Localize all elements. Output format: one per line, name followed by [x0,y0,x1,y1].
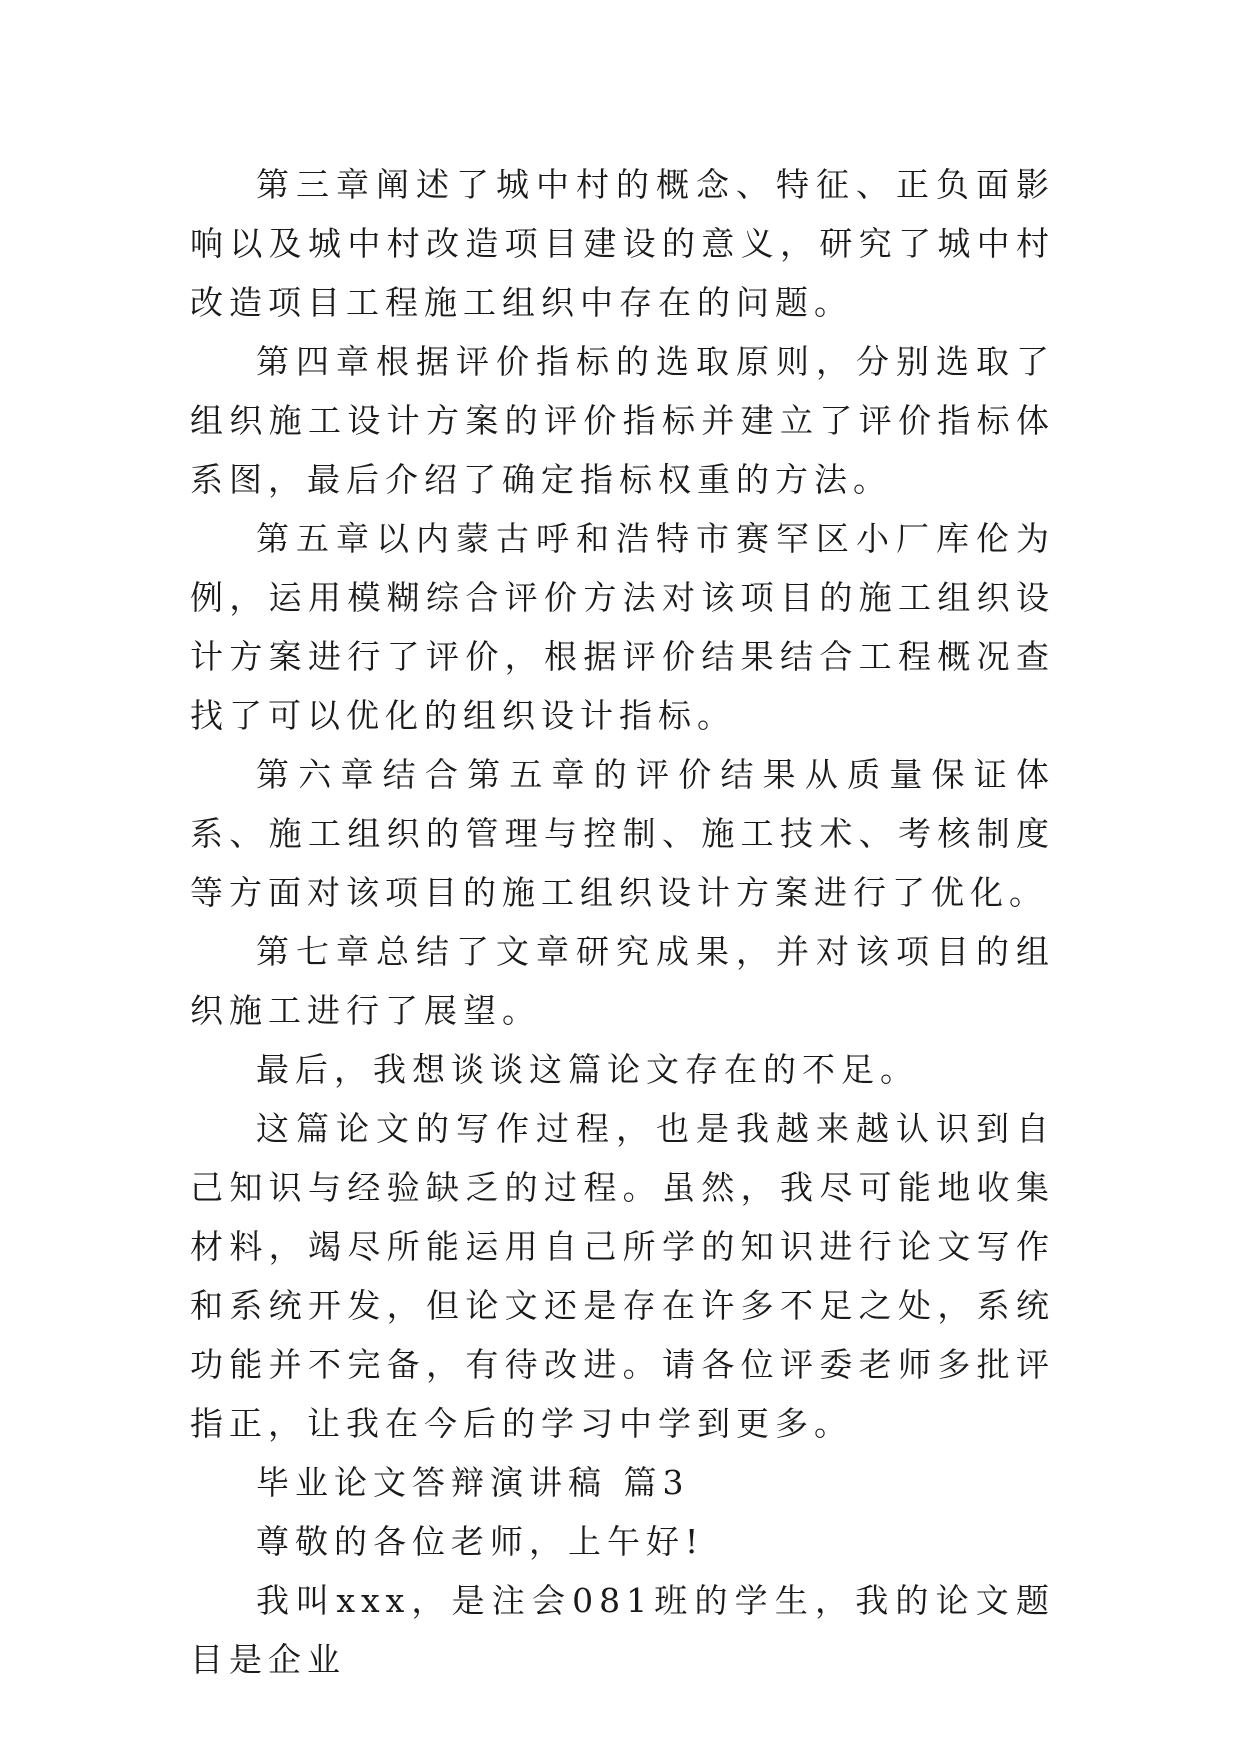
paragraph-chapter-7: 第七章总结了文章研究成果，并对该项目的组织施工进行了展望。 [190,932,1055,1030]
paragraph-greeting: 尊敬的各位老师，上午好! [256,1522,705,1561]
section-heading: 毕业论文答辩演讲稿 篇3 [256,1463,690,1502]
paragraph-chapter-3: 第三章阐述了城中村的概念、特征、正负面影响以及城中村改造项目建设的意义，研究了城中村改造项目工程施工组织中存在的问题。 [190,165,1055,322]
paragraph-chapter-6: 第六章结合第五章的评价结果从质量保证体系、施工组织的管理与控制、施工技术、考核制度等方面对该项目的施工组织设计方案进行了优化。 [190,755,1055,912]
paragraph-shortcomings: 这篇论文的写作过程，也是我越来越认识到自己知识与经验缺乏的过程。虽然，我尽可能地收集材料，竭尽所能运用自己所学的知识进行论文写作和系统开发，但论文还是存在许多不足之处，系统功能并不完备，有待改进。请各位评委老师多批评指正，让我在今后的学习中学到更多。 [190,1109,1055,1443]
paragraph-shortcomings-intro: 最后，我想谈谈这篇论文存在的不足。 [256,1050,919,1089]
paragraph-chapter-4: 第四章根据评价指标的选取原则，分别选取了组织施工设计方案的评价指标并建立了评价指标体系图，最后介绍了确定指标权重的方法。 [190,342,1055,499]
document-body [190,155,1055,1689]
paragraph-chapter-5: 第五章以内蒙古呼和浩特市赛罕区小厂库伦为例，运用模糊综合评价方法对该项目的施工组织设计方案进行了评价，根据评价结果结合工程概况查找了可以优化的组织设计指标。 [190,519,1055,735]
paragraph-introduction: 我叫xxx，是注会081班的学生，我的论文题目是企业 [190,1581,1055,1679]
